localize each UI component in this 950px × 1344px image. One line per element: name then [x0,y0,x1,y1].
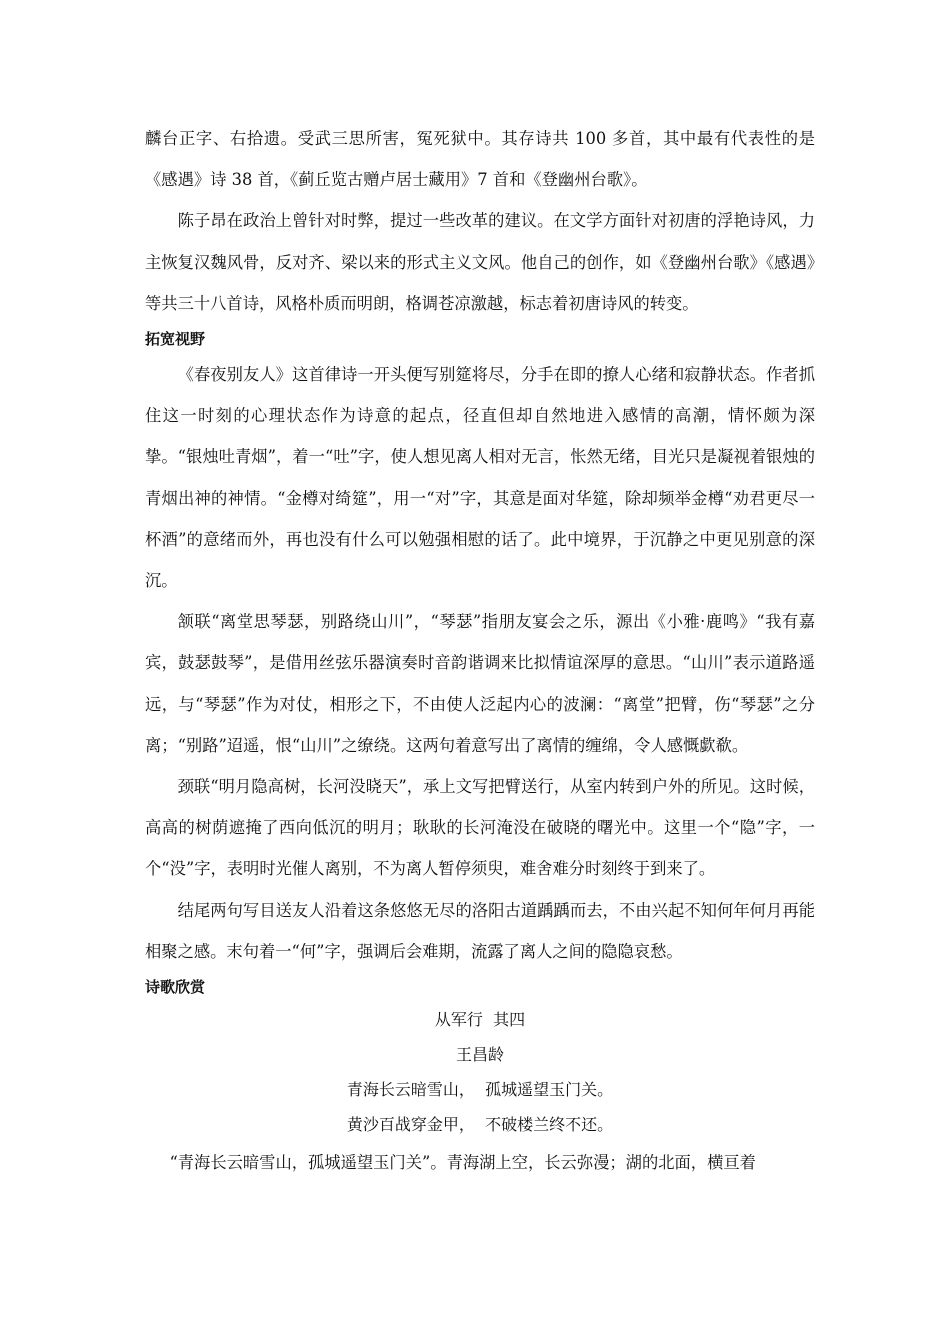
broaden-paragraph-4: 结尾两句写目送友人沿着这条悠悠无尽的洛阳古道踽踽而去，不由兴起不知何年何月再能相聚之感。末句着一“何”字，强调后会难期，流露了离人之间的隐隐哀愁。 [145,900,815,961]
broaden-paragraph-1: 《春夜别友人》这首律诗一开头便写别筵将尽，分手在即的撩人心绪和寂静状态。作者抓住这一时刻的心理状态作为诗意的起点，径直但却自然地进入感情的高潮，情怀颇为深挚。“银烛吐青烟”，着一“吐”字，使人想见离人相对无言，怅然无绪，目光只是凝视着银烛的青烟出神的神情。“金樽对绮筵”，用一“对”字，其意是面对华筵，除却频举金樽“劝君更尽一杯酒”的意绪而外，再也没有什么可以勉强相慰的话了。此中境界，于沉静之中更见别意的深沉。 [145,365,815,591]
section-heading-poetry: 诗歌欣赏 [145,978,206,997]
poem-commentary: “青海长云暗雪山，孤城遥望玉门关”。青海湖上空，长云弥漫；湖的北面，横亘着 [169,1153,756,1173]
poem-author: 王昌龄 [455,1045,504,1065]
broaden-paragraph-3: 颈联“明月隐高树，长河没晓天”，承上文写把臂送行，从室内转到户外的所见。这时候，高高的树荫遮掩了西向低沉的明月；耿耿的长河淹没在破晓的曙光中。这里一个“隐”字，一个“没”字，表明时光催人离别，不为离人暂停须臾，难舍难分时刻终于到来了。 [145,777,815,879]
poem-line-1: 青海长云暗雪山， 孤城遥望玉门关。 [346,1080,614,1100]
intro-paragraph-1: 麟台正字、右拾遗。受武三思所害，冤死狱中。其存诗共 100 多首，其中最有代表性的是《感遇》诗 38 首，《蓟丘览古赠卢居士藏用》7 首和《登幽州台歌》。 [145,129,815,190]
poem-title: 从军行 其四 [434,1010,526,1030]
document-page [145,118,815,1183]
poem-line-2: 黄沙百战穿金甲， 不破楼兰终不还。 [346,1115,614,1135]
intro-paragraph-2: 陈子昂在政治上曾针对时弊，提过一些改革的建议。在文学方面针对初唐的浮艳诗风，力主恢复汉魏风骨，反对齐、梁以来的形式主义文风。他自己的创作，如《登幽州台歌》《感遇》等共三十八首诗，风格朴质而明朗，格调苍凉激越，标志着初唐诗风的转变。 [145,211,815,313]
broaden-paragraph-2: 颔联“离堂思琴瑟，别路绕山川”，“琴瑟”指朋友宴会之乐，源出《小雅·鹿鸣》“我有嘉宾，鼓瑟鼓琴”，是借用丝弦乐器演奏时音韵谐调来比拟情谊深厚的意思。“山川”表示道路遥远，与“琴瑟”作为对仗，相形之下，不由使人泛起内心的波澜：“离堂”把臂，伤“琴瑟”之分离；“别路”迢遥，恨“山川”之缭绕。这两句着意写出了离情的缠绵，令人感慨歔欷。 [145,612,815,755]
section-heading-broaden: 拓宽视野 [145,330,206,349]
